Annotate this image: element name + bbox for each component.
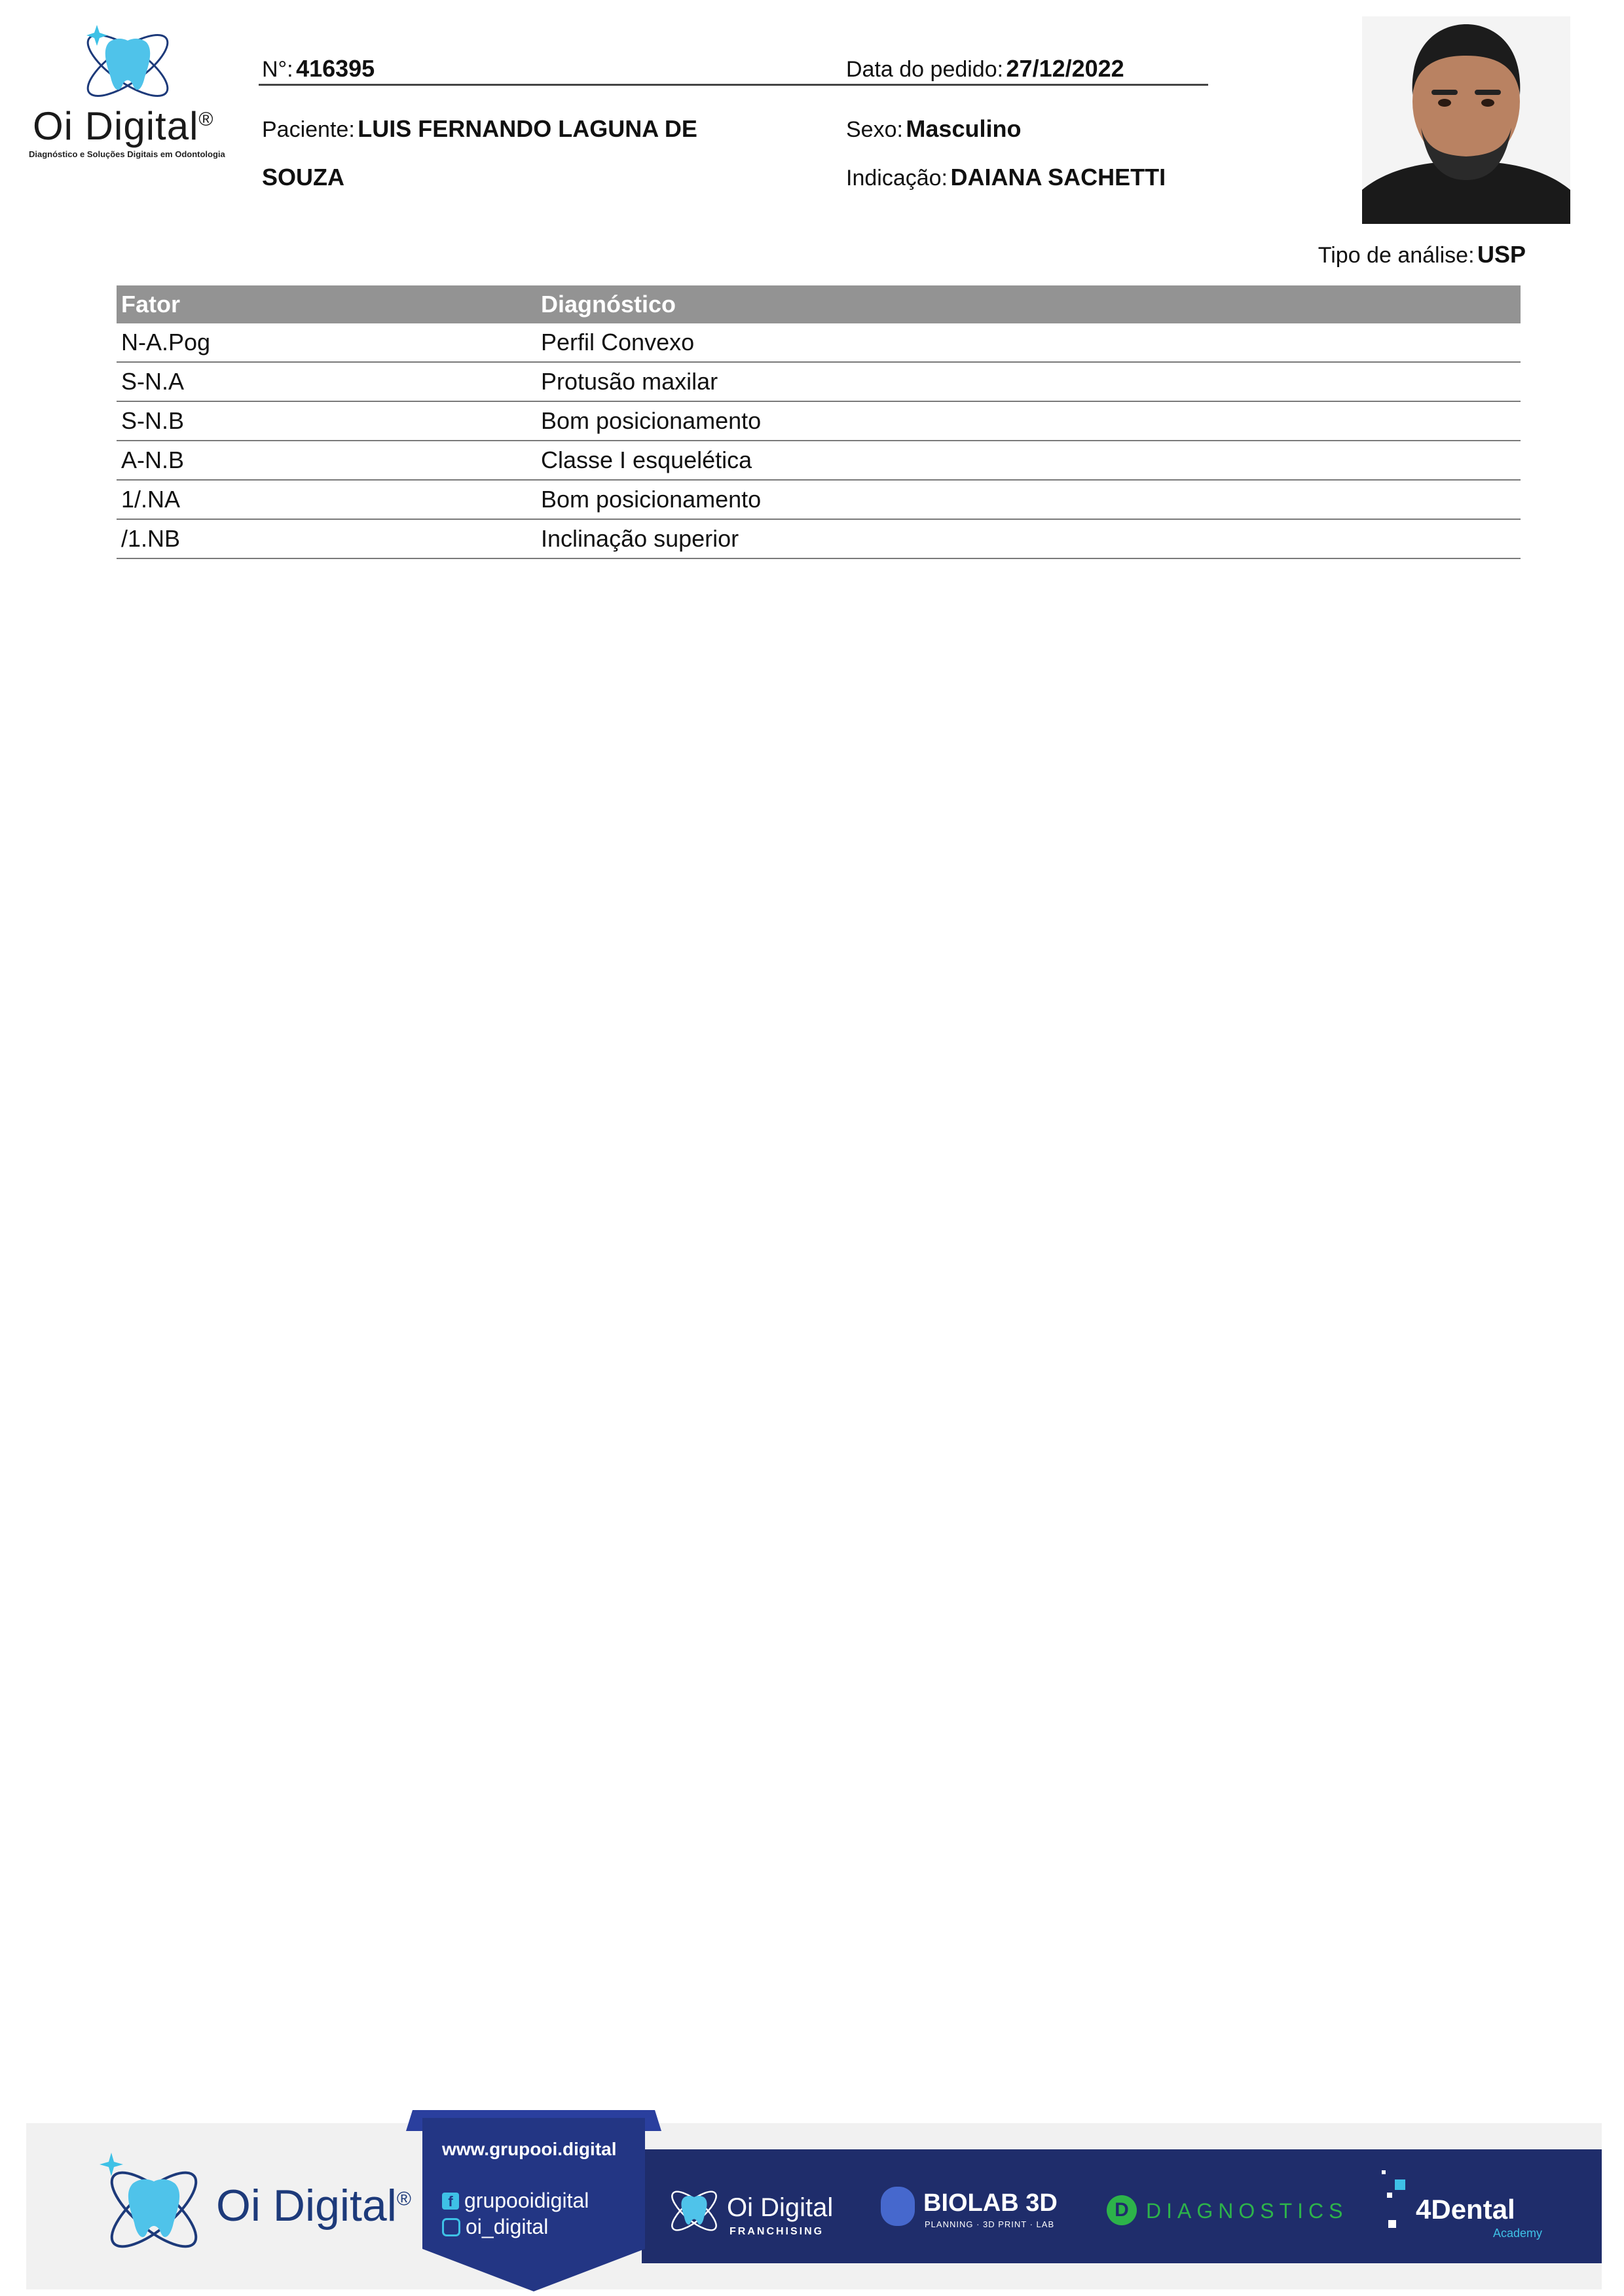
tooth-atom-icon — [92, 2141, 216, 2272]
cell-diagnostico: Bom posicionamento — [536, 401, 1521, 441]
table-row — [117, 401, 1521, 441]
cell-fator: S-N.A — [117, 362, 536, 401]
cell-fator: /1.NB — [117, 519, 536, 558]
franchising-label: FRANCHISING — [729, 2226, 824, 2237]
table-header-row — [117, 285, 1521, 323]
cell-fator: 1/.NA — [117, 480, 536, 519]
table-row — [117, 441, 1521, 480]
diagnostics-logo — [1107, 2190, 1356, 2236]
diagnostics-wordmark: DIAGNOSTICS — [1146, 2199, 1348, 2223]
logo-wordmark: Oi Digital® — [33, 104, 214, 148]
footer-oi-digital-logo — [92, 2141, 432, 2272]
pixel-dots-icon — [1382, 2170, 1421, 2229]
4dental-wordmark: 4Dental — [1416, 2194, 1515, 2225]
tooth-atom-icon — [26, 20, 229, 111]
cell-fator: N-A.Pog — [117, 323, 536, 362]
facebook-link[interactable]: f grupooidigital — [442, 2189, 589, 2213]
referral: Indicação: DAIANA SACHETTI — [846, 164, 1166, 191]
franchising-logo — [661, 2174, 838, 2246]
tooth-atom-icon — [661, 2177, 727, 2242]
order-number: N°: 416395 — [262, 55, 375, 82]
4dental-subtitle: Academy — [1493, 2227, 1543, 2240]
cell-diagnostico: Protusão maxilar — [536, 362, 1521, 401]
instagram-icon — [442, 2218, 460, 2236]
cell-diagnostico: Bom posicionamento — [536, 480, 1521, 519]
column-header-fator: Fator — [117, 285, 536, 323]
biolab-wordmark: BIOLAB 3D — [923, 2189, 1058, 2217]
4dental-logo — [1382, 2170, 1543, 2249]
table-row — [117, 362, 1521, 401]
header-divider — [259, 84, 1208, 86]
cell-fator: A-N.B — [117, 441, 536, 480]
instagram-link[interactable]: oi_digital — [442, 2215, 548, 2239]
footer-wordmark: Oi Digital® — [216, 2181, 411, 2231]
cell-diagnostico: Perfil Convexo — [536, 323, 1521, 362]
patient-name-line2: SOUZA — [262, 164, 344, 191]
website-link[interactable]: www.grupooi.digital — [442, 2139, 617, 2159]
table-row — [117, 519, 1521, 558]
column-header-diagnostico: Diagnóstico — [536, 285, 1521, 323]
cell-diagnostico: Classe I esquelética — [536, 441, 1521, 480]
cell-diagnostico: Inclinação superior — [536, 519, 1521, 558]
biolab-subtitle: PLANNING · 3D PRINT · LAB — [925, 2219, 1055, 2229]
contact-ribbon — [406, 2098, 661, 2295]
logo-tagline: Diagnóstico e Soluções Digitais em Odontologia — [29, 149, 225, 159]
diagnostics-d-icon: D — [1107, 2195, 1137, 2225]
franchising-wordmark: Oi Digital — [727, 2193, 834, 2222]
patient-sex: Sexo: Masculino — [846, 115, 1022, 142]
patient-photo — [1362, 16, 1570, 224]
table-row — [117, 323, 1521, 362]
oi-digital-logo — [26, 20, 229, 170]
table-row — [117, 480, 1521, 519]
biolab-logo — [881, 2180, 1077, 2246]
cell-fator: S-N.B — [117, 401, 536, 441]
diagnosis-table — [117, 285, 1521, 559]
brain-icon — [881, 2187, 915, 2226]
analysis-type: Tipo de análise: USP — [1318, 241, 1526, 268]
patient-name: Paciente: LUIS FERNANDO LAGUNA DE — [262, 115, 697, 142]
facebook-icon: f — [442, 2193, 459, 2210]
order-date: Data do pedido: 27/12/2022 — [846, 55, 1124, 82]
